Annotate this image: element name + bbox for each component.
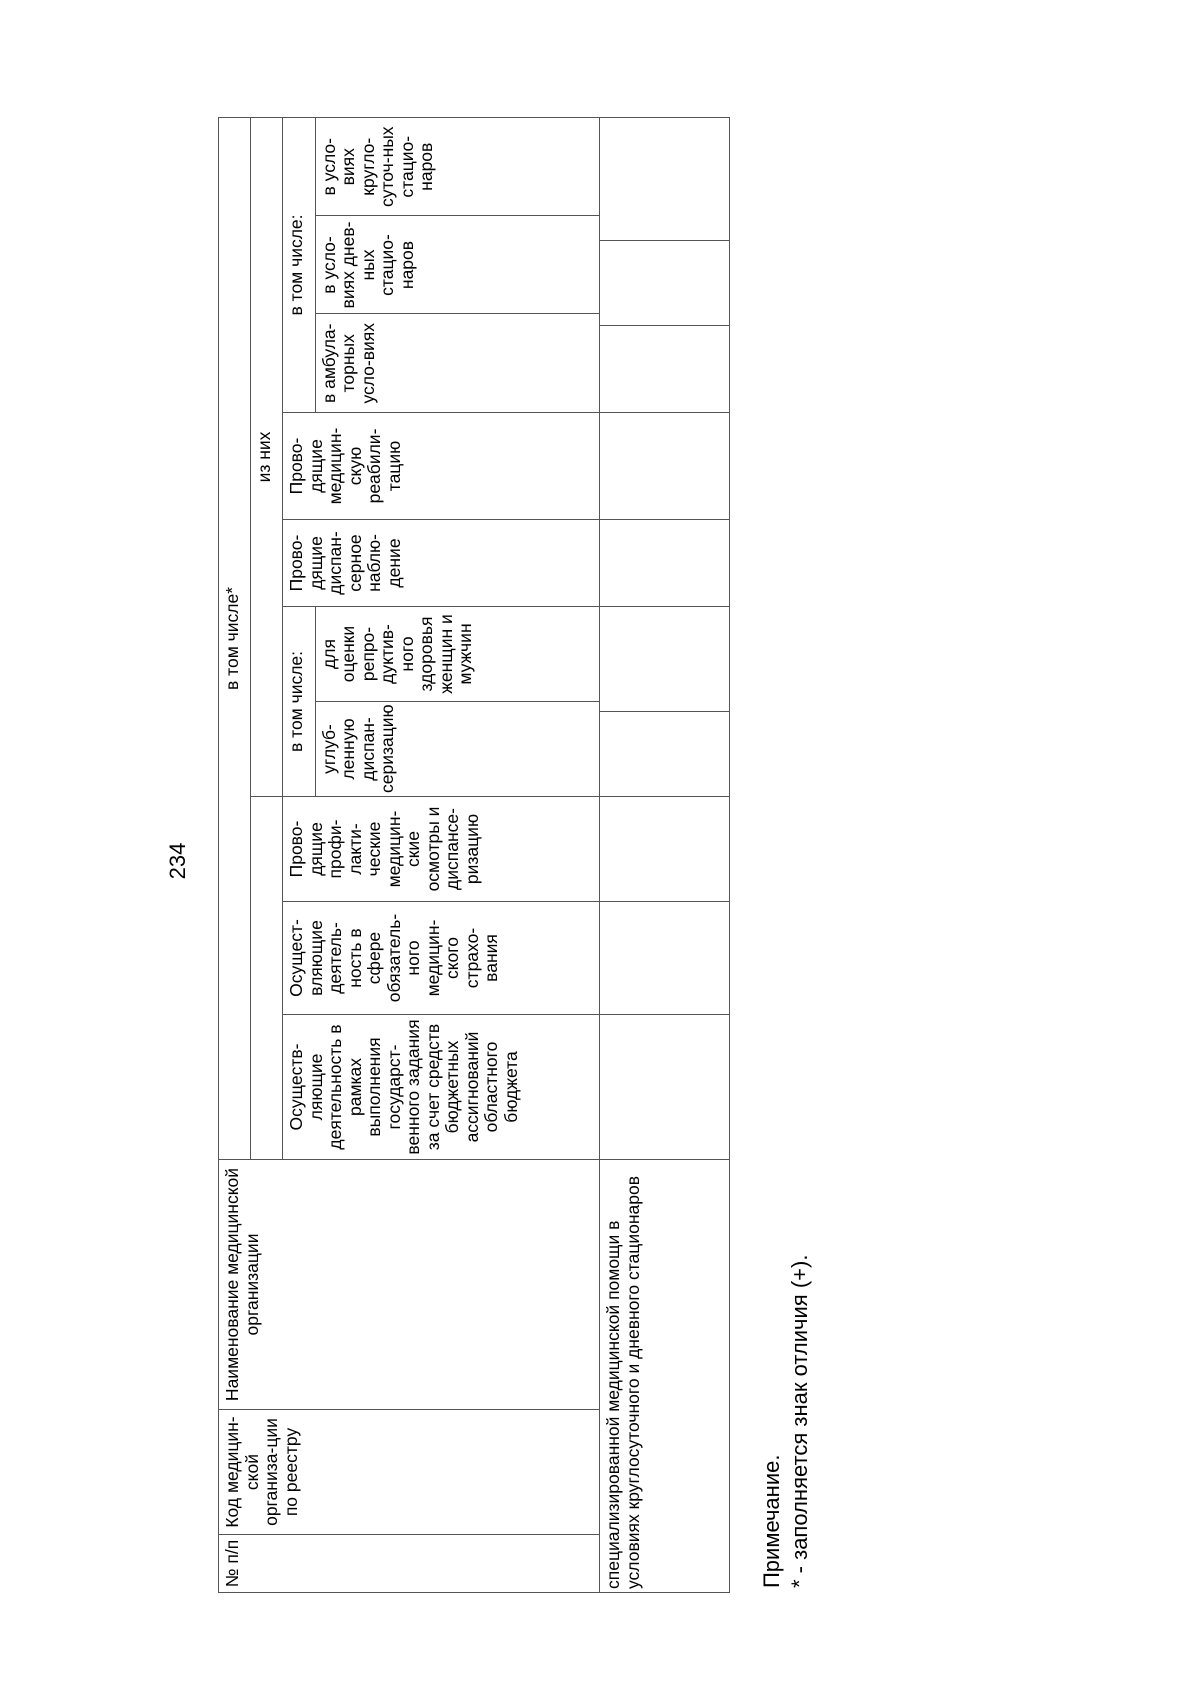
header-reabilitaciya-group [283,117,600,412]
header-oms: Осущест-вляющие деятель-ность в сфере обязатель-ного медицин-ского страхо-вания [283,902,600,1015]
row-cell-disp [600,520,730,607]
row-cell-uglub [600,712,730,797]
header-profilaktika-group [283,607,600,797]
note-block [758,1254,828,1588]
row-cell-dnev [600,241,730,326]
header-disp-nablyudenie: Прово-дящие диспан-серное наблю-дение [283,520,600,607]
note-text: * - заполняется знак отличия (+). [787,1254,812,1588]
header-iz-nih: из них [251,117,283,796]
header-dnevnye: в усло-виях днев-ных стацио-наров [315,216,599,314]
row-cell-amb [600,326,730,413]
header-uglublennaya: углуб-ленную диспан-серизацию [315,702,599,797]
organizations-table [218,117,730,1593]
row-cell-gos [600,1015,730,1160]
header-num: № п/п [219,1535,600,1593]
header-ambulatornye: в амбула-торных усло-виях [315,314,599,412]
header-name: Наименование медицинской организации [219,1160,600,1410]
header-including: в том числе* [219,117,251,1159]
header-v-tom-chisle-2: в том числе: [283,118,315,412]
row-cell-oms [600,902,730,1015]
rotated-table-container [218,118,728,1593]
header-empty-gap [251,797,283,1160]
page-number: 234 [165,842,190,880]
row-cell-krugl [600,117,730,240]
header-kruglosutochnye: в усло-виях кругло-суточ-ных стацио-наров [315,118,599,216]
header-reabilitaciya: Прово-дящие медицин-скую реабили-тацию [283,413,600,520]
row-cell-prof [600,797,730,902]
row-cell-reab [600,413,730,520]
row-label: специализированной медицинской помощи в условиях круглосуточного и дневного стационаров [600,1160,730,1593]
header-code: Код медицин-ской организа-ции по реестру [219,1410,600,1535]
header-reproduktiv: для оценки репро-дуктив-ного здоровья женщин и мужчин [315,607,599,702]
note-title: Примечание. [759,1454,784,1588]
row-cell-repro [600,607,730,712]
header-v-tom-chisle-1: в том числе: [283,607,315,796]
header-profilaktika: Прово-дящие профи-лакти-ческие медицин-ские осмотры и диспансе-ризацию [283,797,600,902]
header-gos-zadanie: Осуществ-ляющие деятельность в рамках выполнения государст-венного задания за счет средств бюджетных ассигнований областного бюджета [283,1015,600,1160]
